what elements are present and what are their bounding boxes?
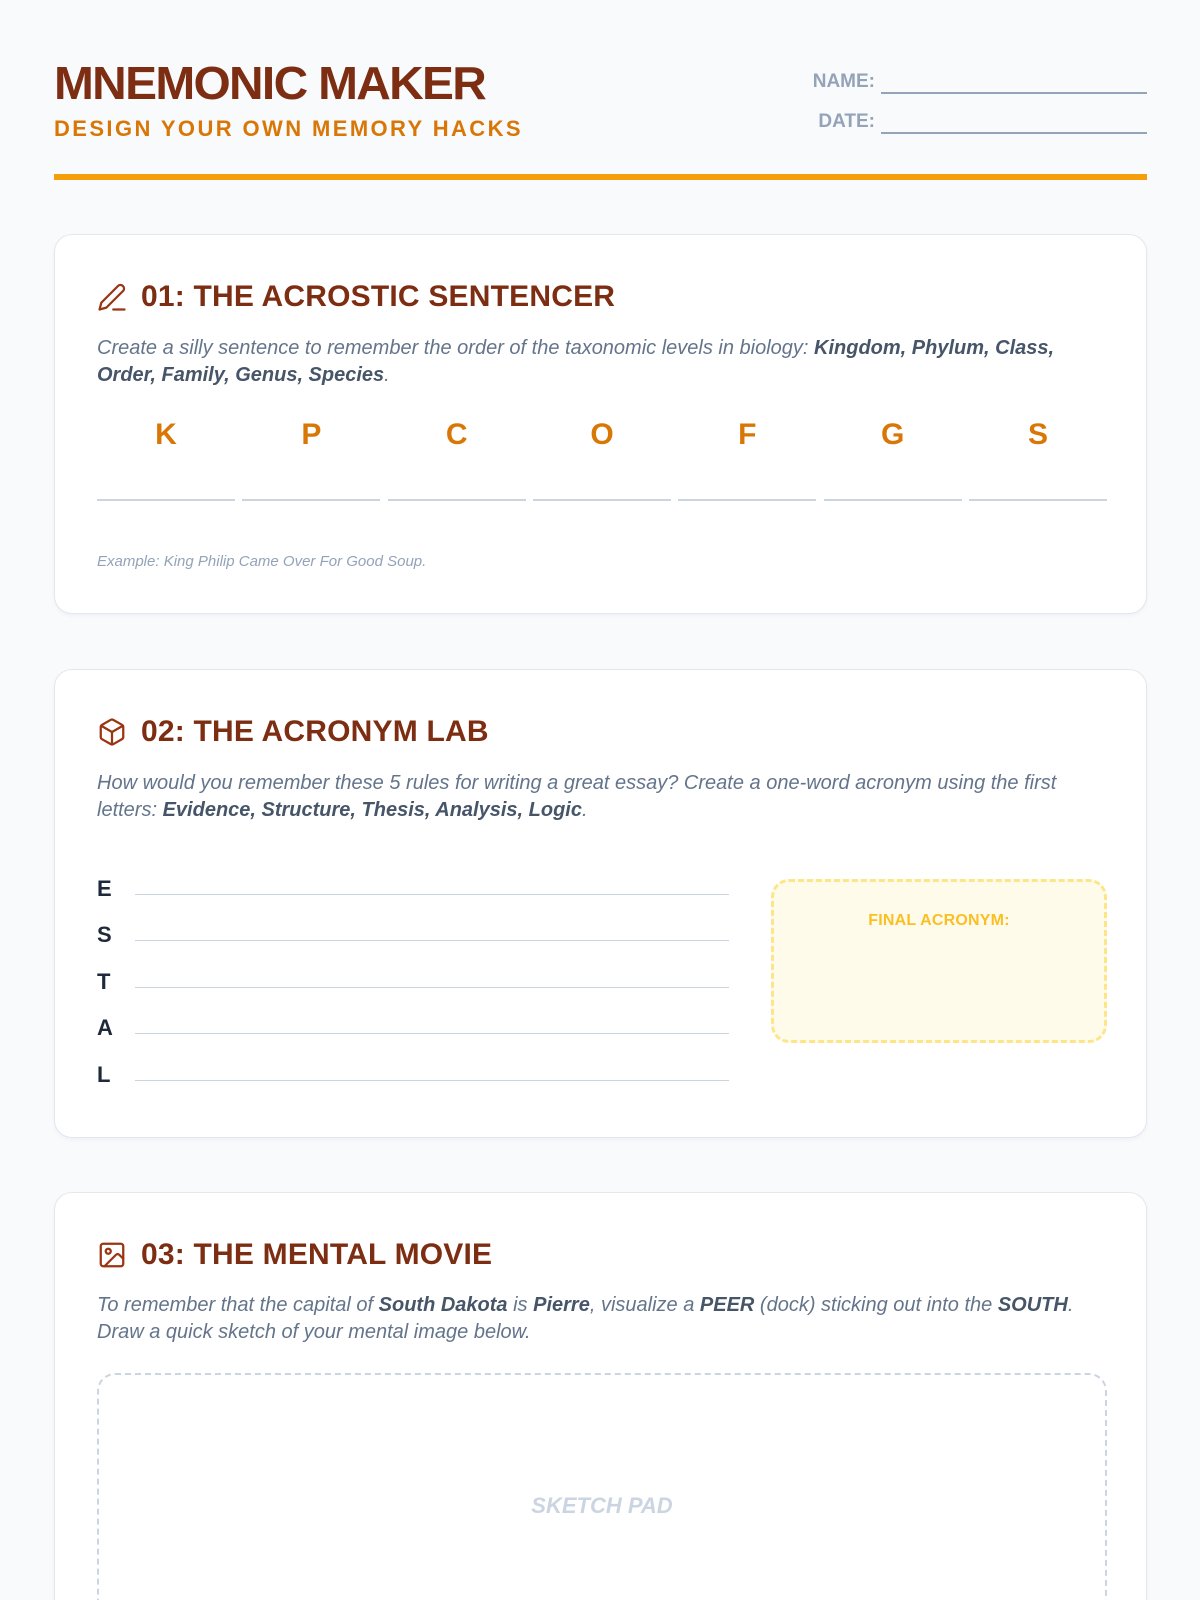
instructions-text: , visualize a [589,1294,700,1316]
acrostic-word-field[interactable] [678,499,816,501]
acronym-word-field[interactable] [135,940,729,941]
acrostic-column [969,415,1107,501]
acrostic-letter: P [301,418,322,451]
section-instructions [97,1292,1106,1346]
acronym-row [97,856,729,903]
sketch-pad[interactable] [97,1373,1107,1600]
section-mental-movie [54,1192,1147,1600]
acronym-word-field[interactable] [135,894,729,895]
section-acronym [54,669,1147,1138]
acrostic-letter: C [445,418,468,451]
section-acrostic [54,234,1147,614]
acronym-row [97,996,729,1043]
acronym-row [97,1042,729,1089]
section-title: 02: THE ACRONYM LAB [141,715,489,748]
instructions-end: . [384,364,390,386]
acrostic-letter: K [155,418,177,451]
acrostic-column [97,415,235,501]
instructions-text: To remember that the capital of [97,1294,379,1316]
acrostic-letter: G [880,418,905,451]
acronym-row [97,949,729,996]
instructions-text: (dock) sticking out into the [754,1294,998,1316]
acrostic-letter: F [738,418,757,451]
acronym-letter: A [97,1015,113,1041]
acrostic-word-field[interactable] [242,499,380,501]
section-header [97,714,489,750]
final-acronym-label: FINAL ACRONYM: [868,912,1010,929]
acrostic-column [678,415,816,501]
acrostic-column [242,415,380,501]
name-row [787,56,1147,96]
instructions-text: is [507,1294,534,1316]
section-instructions [97,770,1106,824]
page-subtitle: DESIGN YOUR OWN MEMORY HACKS [54,116,523,141]
section-title: 01: THE ACROSTIC SENTENCER [141,280,616,313]
date-row [787,96,1147,136]
acrostic-word-field[interactable] [969,499,1107,501]
acronym-word-field[interactable] [135,1033,729,1034]
acrostic-column [533,415,671,501]
acronym-rows [97,856,729,1089]
acrostic-column [388,415,526,501]
worksheet-header [54,56,1147,180]
acronym-row [97,903,729,950]
cube-icon [97,717,127,747]
date-field[interactable] [881,112,1147,134]
keyword-south: SOUTH [997,1294,1068,1316]
capital-name: Pierre [533,1294,590,1316]
acrostic-word-field[interactable] [824,499,962,501]
instructions-text: . Draw a quick sketch of your mental image below. [97,1294,1074,1343]
acronym-letter: S [97,922,112,948]
acrostic-word-field[interactable] [388,499,526,501]
section-header [97,1237,492,1273]
keyword-peer: PEER [699,1294,755,1316]
acrostic-letter: S [1027,418,1048,451]
student-info [787,56,1147,136]
acronym-letter: T [97,968,111,994]
section-header [97,279,615,315]
acrostic-column [824,415,962,501]
state-name: South Dakota [378,1294,508,1316]
name-field[interactable] [881,72,1147,94]
taxonomy-terms: Kingdom, Phylum, Class, Order, Family, Genus, Species [97,337,1055,386]
pencil-icon [97,282,127,312]
section-instructions [97,335,1106,389]
acrostic-word-field[interactable] [533,499,671,501]
date-label: DATE: [818,111,875,132]
example-text: Example: King Philip Came Over For Good Soup. [97,553,427,570]
section-title: 03: THE MENTAL MOVIE [141,1238,493,1271]
essay-rules: Evidence, Structure, Thesis, Analysis, Logic [162,799,582,821]
acrostic-letter: O [590,418,614,451]
sketch-pad-label: SKETCH PAD [531,1493,673,1518]
image-icon [97,1240,127,1270]
final-acronym-box[interactable] [771,879,1107,1043]
instructions-text: Create a silly sentence to remember the order of the taxonomic levels in biology: [97,337,815,359]
instructions-end: . [581,799,588,821]
name-label: NAME: [812,71,875,92]
acrostic-word-field[interactable] [97,499,235,501]
acronym-letter: E [97,875,112,901]
acronym-letter: L [97,1061,111,1087]
instructions-text: How would you remember these 5 rules for writing a great essay? Create a one-word acronym using the first letters: [97,772,1057,821]
acrostic-letters [97,415,1107,501]
acronym-word-field[interactable] [135,987,729,988]
page-title: MNEMONIC MAKER [54,57,486,109]
acronym-word-field[interactable] [135,1080,729,1081]
